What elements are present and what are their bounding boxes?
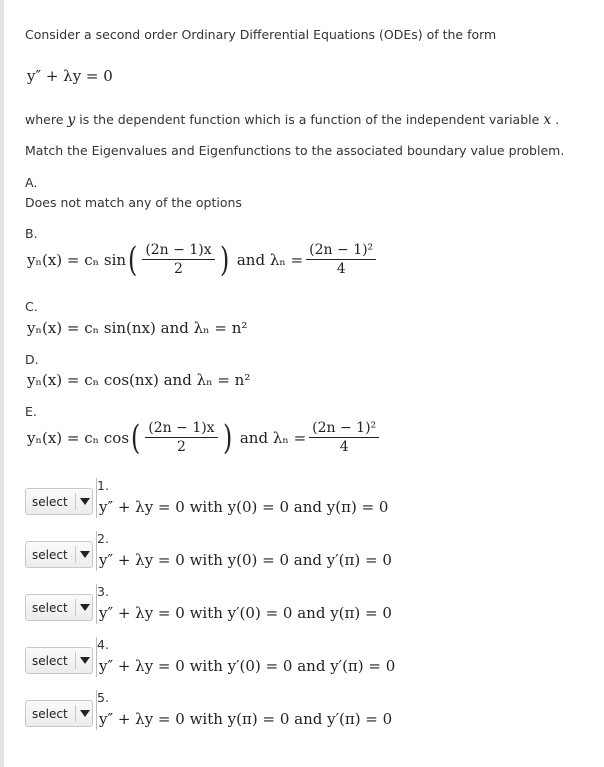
select-label: select (32, 654, 68, 668)
option-e-lambda-denominator: 4 (339, 439, 349, 455)
instruction-text: Match the Eigenvalues and Eigenfunctions to the associated boundary value problem. (25, 143, 565, 158)
option-b-lhs: yₙ(x) = cₙ sin (27, 250, 127, 269)
question-2-select[interactable] (25, 541, 93, 568)
question-3-number: 3. (97, 584, 109, 599)
option-c-label: C. (25, 299, 38, 314)
option-b-lambda-fraction (306, 242, 376, 277)
option-e-lambda-numerator: (2n − 1)² (309, 420, 379, 438)
option-e-label: E. (25, 404, 37, 419)
option-b-and: and λₙ = (236, 250, 304, 269)
dependent-variable: y (67, 112, 76, 128)
option-b-fraction (142, 242, 214, 277)
select-label: select (32, 707, 68, 721)
option-e-lambda-fraction (309, 420, 379, 455)
option-e-lhs: yₙ(x) = cₙ cos (27, 428, 130, 447)
left-paren: ( (131, 417, 141, 458)
where-text (25, 112, 559, 128)
where-prefix: where (25, 112, 64, 127)
question-5-select[interactable] (25, 700, 93, 727)
option-e-denominator: 2 (176, 439, 186, 455)
option-c-expression: yₙ(x) = cₙ sin(nx) and λₙ = n² (27, 319, 248, 337)
dropdown-arrow-icon (80, 551, 90, 558)
right-paren: ) (222, 417, 232, 458)
select-divider (75, 599, 76, 616)
option-d-label: D. (25, 352, 39, 367)
option-b-lambda-denominator: 4 (336, 261, 346, 277)
select-divider (75, 652, 76, 669)
question-5-equation: y″ + λy = 0 with y(π) = 0 and y′(π) = 0 (99, 710, 393, 728)
where-middle: is the dependent function which is a function of the independent variable (79, 112, 540, 127)
select-label: select (32, 601, 68, 615)
question-1-number: 1. (97, 478, 109, 493)
select-label: select (32, 548, 68, 562)
question-3-select[interactable] (25, 594, 93, 621)
left-border (0, 0, 4, 767)
option-e-expression (27, 417, 382, 458)
main-equation: y″ + λy = 0 (27, 67, 113, 85)
question-4-select[interactable] (25, 647, 93, 674)
where-suffix: . (555, 112, 560, 127)
question-1-select[interactable] (25, 488, 93, 515)
dropdown-arrow-icon (80, 657, 90, 664)
question-3-equation: y″ + λy = 0 with y′(0) = 0 and y(π) = 0 (99, 604, 392, 622)
question-2-number: 2. (97, 531, 109, 546)
question-4-equation: y″ + λy = 0 with y′(0) = 0 and y′(π) = 0 (99, 657, 396, 675)
dropdown-arrow-icon (80, 498, 90, 505)
question-5-number: 5. (97, 690, 109, 705)
select-divider (75, 546, 76, 563)
independent-variable: x (543, 112, 552, 128)
dropdown-arrow-icon (80, 604, 90, 611)
dropdown-arrow-icon (80, 710, 90, 717)
option-e-numerator: (2n − 1)x (145, 420, 217, 438)
option-e-fraction (145, 420, 217, 455)
left-paren: ( (128, 239, 138, 280)
option-b-numerator: (2n − 1)x (142, 242, 214, 260)
option-b-label: B. (25, 226, 38, 241)
question-1-equation: y″ + λy = 0 with y(0) = 0 and y(π) = 0 (99, 498, 389, 516)
select-divider (75, 493, 76, 510)
option-b-lambda-numerator: (2n − 1)² (306, 242, 376, 260)
option-b-denominator: 2 (173, 261, 183, 277)
option-a-text: Does not match any of the options (25, 195, 242, 210)
select-divider (75, 705, 76, 722)
intro-text: Consider a second order Ordinary Differential Equations (ODEs) of the form (25, 27, 497, 42)
option-d-expression: yₙ(x) = cₙ cos(nx) and λₙ = n² (27, 371, 251, 389)
right-paren: ) (219, 239, 229, 280)
option-a-label: A. (25, 175, 38, 190)
option-e-and: and λₙ = (239, 428, 307, 447)
question-2-equation: y″ + λy = 0 with y(0) = 0 and y′(π) = 0 (99, 551, 392, 569)
select-label: select (32, 495, 68, 509)
option-b-expression (27, 239, 379, 280)
question-4-number: 4. (97, 637, 109, 652)
